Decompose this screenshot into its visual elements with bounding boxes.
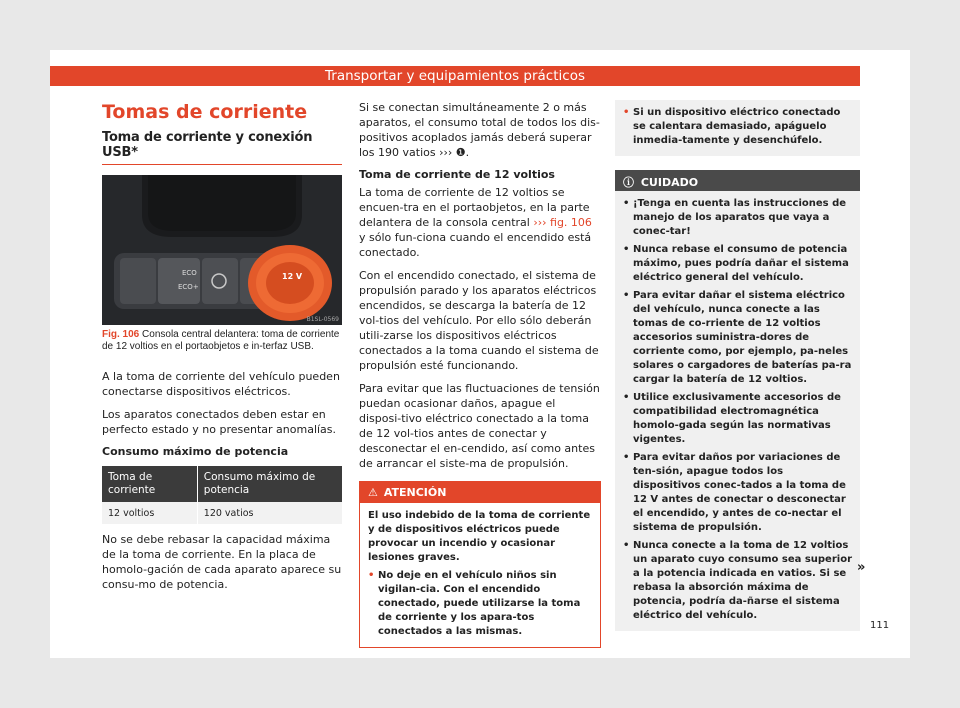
- caution-header: [615, 170, 860, 191]
- socket-heading: Toma de corriente de 12 voltios: [359, 168, 555, 181]
- chapter-header: Transportar y equipamientos prácticos: [50, 66, 860, 86]
- paragraph: Los aparatos conectados deben estar en perfecto estado y no presentar anomalías.: [102, 408, 337, 436]
- section-title: Tomas de corriente: [102, 101, 308, 123]
- continue-arrow: »: [857, 560, 866, 575]
- paragraph: A la toma de corriente del vehículo pueden conectarse dispositivos eléctricos.: [102, 370, 340, 398]
- attention-box: [359, 481, 601, 648]
- note-box: [615, 100, 860, 156]
- table-cell: 120 vatios: [197, 502, 342, 524]
- figure-code: B1SL-0569: [306, 316, 339, 323]
- caution-title: CUIDADO: [640, 176, 699, 189]
- paragraph: La toma de corriente de 12 voltios se encuen-tra en el portaobjetos, en la parte delantera de la consola central ››› fig. 106 y sólo fun-ciona cuando el encendido está conectado.: [359, 186, 592, 259]
- power-heading: Consumo máximo de potencia: [102, 445, 289, 458]
- column-2: [359, 100, 601, 648]
- list-item: • Nunca rebase el consumo de potencia máximo, pues podría dañar el sistema eléctrico general del vehículo.: [623, 243, 852, 285]
- figure-caption: [102, 329, 342, 353]
- paragraph: Con el encendido conectado, el sistema de propulsión parado y los aparatos eléctricos encendidos, se descarga la batería de 12 vol-tios del vehículo. Por ello sólo deberán utili-zarse los dispositivos eléctricos conectados a la toma cuando el sistema de propulsión esté funcionando.: [359, 269, 599, 372]
- subsection-title: Toma de corriente y conexión USB*: [102, 130, 342, 165]
- paragraph: Para evitar que las fluctuaciones de tensión puedan ocasionar daños, apague el disposi-tivo eléctrico conectado a la toma de 12 vol-tios antes de conectar y desconectar el en-cendido, así como antes de arrancar el siste-ma de propulsión.: [359, 382, 600, 470]
- eco-label: ECO: [182, 269, 197, 277]
- attention-title: ATENCIÓN: [383, 486, 447, 499]
- table-cell: 12 voltios: [102, 502, 197, 524]
- list-item: • ¡Tenga en cuenta las instrucciones de manejo de los aparatos que vaya a conec-tar!: [623, 197, 852, 239]
- column-3: [615, 100, 860, 631]
- figure-caption-text: Consola central delantera: toma de corriente de 12 voltios en el portaobjetos e in-terfaz USB.: [102, 329, 340, 352]
- attention-header: [360, 482, 600, 503]
- list-item: • No deje en el vehículo niños sin vigilan-cia. Con el encendido conectado, puede utilizarse la toma de corriente y los apara-tos conectados a las mismas.: [368, 569, 592, 639]
- figure-reference-link[interactable]: ››› fig. 106: [533, 216, 592, 229]
- socket-12v-label: 12 V: [282, 272, 303, 281]
- paragraph: No se debe rebasar la capacidad máxima de la toma de corriente. En la placa de homolo-gación de cada aparato aparece su consu-mo de potencia.: [102, 533, 342, 591]
- eco-plus-label: ECO+: [178, 283, 199, 291]
- list-item: • Para evitar dañar el sistema eléctrico del vehículo, nunca conecte a las tomas de co-rriente de 12 voltios accesorios suministra-dores de corriente como, por ejemplo, pa-neles solares o cargadores de baterías pa-ra cargar la batería de 12 voltios.: [623, 289, 852, 387]
- table-header: Consumo máximo de potencia: [197, 466, 342, 502]
- power-table: [102, 466, 342, 524]
- caution-box: [615, 170, 860, 631]
- figure-106-image: [102, 175, 342, 325]
- page-number: 111: [870, 620, 890, 631]
- caution-body: [615, 191, 860, 631]
- paragraph: Si se conectan simultáneamente 2 o más aparatos, el consumo total de todos los dis-positivos acoplados jamás deberá superar los 190 vatios ››› ❶.: [359, 101, 600, 159]
- table-row: [102, 502, 342, 524]
- list-item: • Si un dispositivo eléctrico conectado se calentara demasiado, apáguelo inmedia-tamente y desenchúfelo.: [623, 106, 852, 148]
- info-circle-icon: ⓘ: [623, 176, 634, 189]
- warning-triangle-icon: ⚠: [368, 486, 378, 499]
- attention-body: [360, 503, 600, 647]
- list-item: • Utilice exclusivamente accesorios de compatibilidad electromagnética homolo-gada según las normativas vigentes.: [623, 391, 852, 447]
- table-header: Toma de corriente: [102, 466, 197, 502]
- console-illustration: [102, 175, 342, 325]
- list-item: • Nunca conecte a la toma de 12 voltios un aparato cuyo consumo sea superior a la potencia indicada en vatios. Si se rebasa la absorción máxima de potencia, podría da-ñarse el sistema eléctrico del vehículo.: [623, 539, 852, 623]
- attention-intro: El uso indebido de la toma de corriente y de dispositivos eléctricos puede provocar un incendio y ocasionar lesiones graves.: [368, 510, 591, 563]
- figure-number: Fig. 106: [102, 329, 140, 340]
- column-1: [102, 100, 342, 592]
- list-item: • Para evitar daños por variaciones de ten-sión, apague todos los dispositivos conec-tados a la toma de 12 V antes de conectar o desconectar el encendido, y antes de co-nectar el sistema de propulsión.: [623, 451, 852, 535]
